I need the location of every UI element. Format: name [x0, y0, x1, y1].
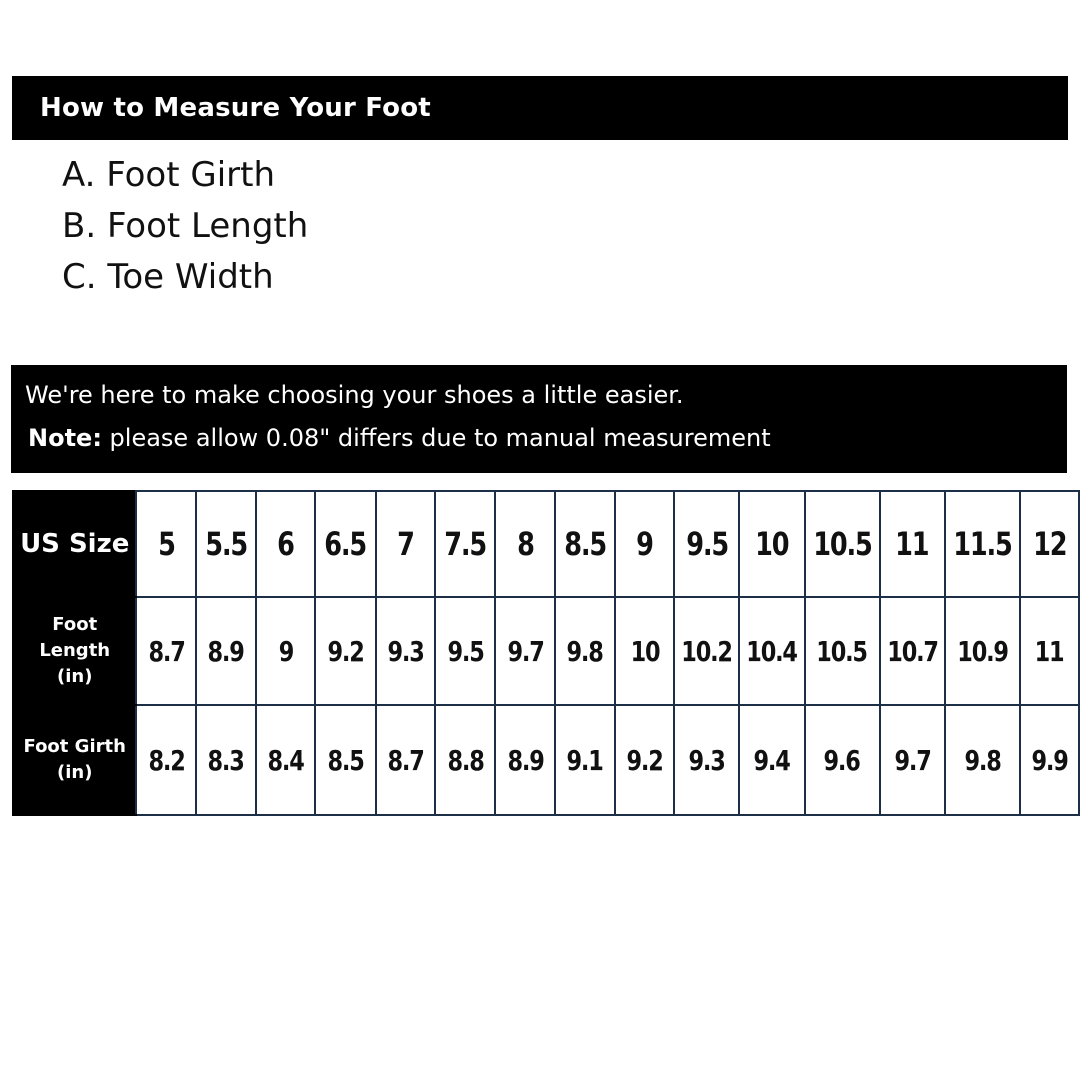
cell-value: 10.5 — [816, 634, 868, 668]
cell-value: 10.4 — [746, 634, 798, 668]
note-text — [25, 422, 1067, 454]
row-header-line: (in) — [57, 762, 93, 783]
row-header-line: US Size — [20, 529, 130, 559]
table-cell — [315, 597, 375, 705]
cell-value: 6 — [277, 525, 295, 563]
cell-value: 8.2 — [148, 743, 185, 777]
intro-text: We're here to make choosing your shoes a little easier. — [25, 381, 684, 409]
cell-value: 11 — [895, 525, 929, 563]
table-row-us-size — [13, 491, 1079, 597]
cell-value: 8.5 — [564, 525, 606, 563]
cell-value: 10 — [630, 634, 660, 668]
table-cell — [555, 491, 615, 597]
table-cell — [880, 597, 945, 705]
row-header-foot-girth — [13, 705, 136, 815]
table-cell — [674, 491, 739, 597]
measurement-item-toe-width: C. Toe Width — [62, 257, 274, 297]
measurement-item-foot-length: B. Foot Length — [62, 206, 309, 246]
table-cell — [256, 705, 315, 815]
cell-value: 8.7 — [148, 634, 185, 668]
table-cell — [376, 491, 435, 597]
table-cell — [196, 597, 256, 705]
cell-value: 9.7 — [507, 634, 544, 668]
cell-value: 9.2 — [626, 743, 663, 777]
table-cell — [1020, 491, 1079, 597]
cell-value: 10.7 — [886, 634, 938, 668]
table-cell — [805, 491, 880, 597]
table-cell — [315, 491, 375, 597]
table-cell — [256, 597, 315, 705]
cell-value: 8.8 — [447, 743, 484, 777]
table-row-foot-length — [13, 597, 1079, 705]
cell-value: 9.9 — [1031, 743, 1068, 777]
cell-value: 5.5 — [205, 525, 247, 563]
table-cell — [136, 705, 195, 815]
cell-value: 11 — [1034, 634, 1064, 668]
table-cell — [805, 705, 880, 815]
row-header-line: Foot Girth — [23, 736, 126, 757]
table-cell — [615, 491, 674, 597]
cell-value: 8.5 — [327, 743, 364, 777]
table-cell — [196, 705, 256, 815]
table-cell — [945, 705, 1020, 815]
table-cell — [555, 597, 615, 705]
cell-value: 9.7 — [894, 743, 931, 777]
cell-value: 8.9 — [507, 743, 544, 777]
row-header-line: (in) — [57, 666, 93, 687]
table-cell — [495, 705, 554, 815]
table-cell — [1020, 597, 1079, 705]
cell-value: 5 — [157, 525, 175, 563]
table-row-foot-girth — [13, 705, 1079, 815]
cell-value: 12 — [1032, 525, 1066, 563]
table-cell — [615, 705, 674, 815]
table-cell — [739, 705, 804, 815]
note-body: please allow 0.08" differs due to manual measurement — [101, 424, 771, 452]
cell-value: 8.3 — [207, 743, 244, 777]
table-cell — [1020, 705, 1079, 815]
table-cell — [435, 705, 495, 815]
cell-value: 8.9 — [207, 634, 244, 668]
cell-value: 8.4 — [267, 743, 304, 777]
table-cell — [945, 597, 1020, 705]
cell-value: 9.8 — [566, 634, 603, 668]
size-chart-table — [12, 490, 1080, 816]
cell-value: 9.4 — [753, 743, 791, 777]
cell-value: 9 — [636, 525, 654, 563]
cell-value: 9.5 — [686, 525, 728, 563]
cell-value: 10 — [755, 525, 789, 563]
table-cell — [615, 597, 674, 705]
cell-value: 9.1 — [566, 743, 603, 777]
table-cell — [555, 705, 615, 815]
cell-value: 9.6 — [823, 743, 861, 777]
table-cell — [674, 705, 739, 815]
table-cell — [256, 491, 315, 597]
cell-value: 10.5 — [812, 525, 872, 563]
page-title: How to Measure Your Foot — [40, 93, 431, 123]
cell-value: 10.2 — [681, 634, 733, 668]
measurement-list — [62, 150, 308, 303]
table-cell — [674, 597, 739, 705]
cell-value: 8 — [516, 525, 534, 563]
cell-value: 9.5 — [447, 634, 484, 668]
cell-value: 6.5 — [324, 525, 367, 563]
cell-value: 11.5 — [952, 525, 1012, 563]
table-cell — [495, 491, 554, 597]
cell-value: 9.3 — [387, 634, 424, 668]
table-cell — [945, 491, 1020, 597]
cell-value: 10.9 — [956, 634, 1008, 668]
table-cell — [315, 705, 375, 815]
measurement-item-foot-girth: A. Foot Girth — [62, 155, 276, 195]
table-cell — [435, 597, 495, 705]
cell-value: 7.5 — [444, 525, 487, 563]
table-cell — [136, 491, 195, 597]
row-header-us-size — [13, 491, 136, 597]
table-cell — [376, 705, 435, 815]
table-cell — [196, 491, 256, 597]
table-cell — [376, 597, 435, 705]
table-cell — [136, 597, 195, 705]
row-header-line: Foot Length — [39, 614, 111, 661]
table-cell — [880, 491, 945, 597]
table-cell — [805, 597, 880, 705]
cell-value: 7 — [397, 525, 414, 563]
note-bar — [11, 365, 1067, 473]
table-cell — [495, 597, 554, 705]
cell-value: 9.8 — [964, 743, 1001, 777]
table-cell — [739, 491, 804, 597]
table-cell — [435, 491, 495, 597]
note-label: Note: — [28, 424, 102, 452]
cell-value: 8.7 — [387, 743, 424, 777]
cell-value: 9.2 — [327, 634, 364, 668]
table-cell — [880, 705, 945, 815]
table-cell — [739, 597, 804, 705]
header-bar — [12, 76, 1068, 140]
row-header-foot-length — [13, 597, 136, 705]
cell-value: 9.3 — [688, 743, 725, 777]
cell-value: 9 — [278, 634, 293, 668]
